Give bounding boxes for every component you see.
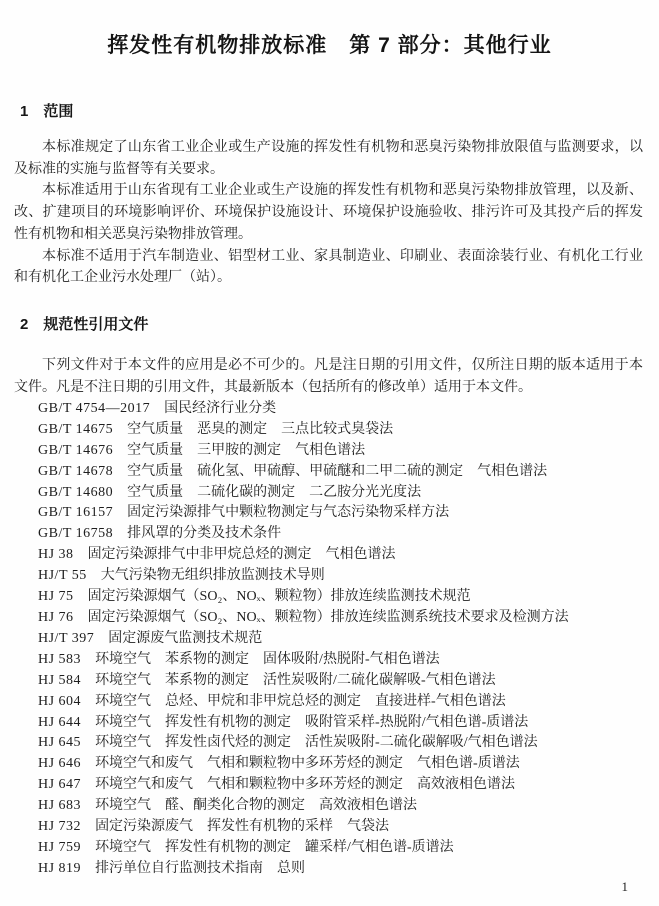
section-2-intro xyxy=(14,355,643,399)
section-1-body xyxy=(14,137,643,289)
reference-code: GB/T 14678 xyxy=(38,463,114,479)
reference-title: 固定污染源排气中颗粒物测定与气态污染物采样方法 xyxy=(127,505,450,521)
reference-title: 空气质量 三甲胺的测定 气相色谱法 xyxy=(127,442,366,458)
reference-item xyxy=(38,733,643,754)
reference-title: 空气质量 硫化氢、甲硫醇、甲硫醚和二甲二硫的测定 气相色谱法 xyxy=(127,463,548,479)
reference-code: HJ 647 xyxy=(38,777,82,793)
reference-code: GB/T 14680 xyxy=(38,484,114,500)
reference-item xyxy=(38,671,643,692)
reference-item xyxy=(38,629,643,650)
reference-code: GB/T 16157 xyxy=(38,505,114,521)
reference-item xyxy=(38,796,643,817)
reference-code: HJ 759 xyxy=(38,839,82,855)
reference-item xyxy=(38,483,643,504)
reference-title: 排风罩的分类及技术条件 xyxy=(127,526,282,542)
reference-code: HJ 584 xyxy=(38,672,82,688)
reference-title: 固定污染源烟气（SO₂、NOₓ、颗粒物）排放连续监测系统技术要求及检测方法 xyxy=(87,609,569,625)
section-2-heading xyxy=(20,313,659,334)
reference-item xyxy=(38,503,643,524)
reference-item xyxy=(38,713,643,734)
reference-item xyxy=(38,441,643,462)
reference-title: 固定污染源废气 挥发性有机物的采样 气袋法 xyxy=(95,819,390,835)
reference-item xyxy=(38,692,643,713)
paragraph: 本标准适用于山东省现有工业企业或生产设施的挥发性有机物和恶臭污染物排放管理，以及新、改、扩建项目的环境影响评价、环境保护设施设计、环境保护设施验收、排污许可及其投产后的挥发性有机物和相关恶臭污染物排放管理。 xyxy=(14,183,643,242)
section-number: 2 xyxy=(20,315,29,333)
reference-title: 固定污染源排气中非甲烷总烃的测定 气相色谱法 xyxy=(87,547,396,563)
reference-code: HJ 644 xyxy=(38,714,82,730)
reference-item xyxy=(38,859,643,880)
reference-item xyxy=(38,587,643,608)
reference-code: HJ 76 xyxy=(38,609,74,625)
reference-title: 环境空气 挥发性卤代烃的测定 活性炭吸附-二硫化碳解吸/气相色谱法 xyxy=(95,735,538,751)
reference-code: GB/T 14676 xyxy=(38,442,114,458)
reference-title: 大气污染物无组织排放监测技术导则 xyxy=(100,568,325,584)
reference-code: HJ 732 xyxy=(38,819,82,835)
reference-code: GB/T 16758 xyxy=(38,526,114,542)
reference-item xyxy=(38,524,643,545)
reference-item xyxy=(38,545,643,566)
reference-code: HJ 683 xyxy=(38,798,82,814)
reference-code: HJ 646 xyxy=(38,756,82,772)
reference-title: 环境空气 总烃、甲烷和非甲烷总烃的测定 直接进样-气相色谱法 xyxy=(95,693,506,709)
reference-code: HJ 38 xyxy=(38,547,74,563)
reference-code: HJ/T 397 xyxy=(38,630,95,646)
reference-title: 国民经济行业分类 xyxy=(164,400,277,416)
reference-title: 排污单位自行监测技术指南 总则 xyxy=(95,860,306,876)
reference-item xyxy=(38,775,643,796)
reference-item xyxy=(38,566,643,587)
reference-code: GB/T 4754—2017 xyxy=(38,400,151,416)
reference-item xyxy=(38,754,643,775)
reference-title: 环境空气 苯系物的测定 活性炭吸附/二硫化碳解吸-气相色谱法 xyxy=(95,672,496,688)
section-label: 范围 xyxy=(43,103,74,120)
reference-item xyxy=(38,608,643,629)
paragraph: 下列文件对于本文件的应用是必不可少的。凡是注日期的引用文件，仅所注日期的版本适用于本文件。凡是不注日期的引用文件，其最新版本（包括所有的修改单）适用于本文件。 xyxy=(14,357,643,395)
document-title: 挥发性有机物排放标准 第 7 部分：其他行业 xyxy=(107,34,552,57)
reference-title: 固定源废气监测技术规范 xyxy=(108,630,263,646)
reference-code: HJ 645 xyxy=(38,735,82,751)
reference-item xyxy=(38,462,643,483)
reference-code: HJ 604 xyxy=(38,693,82,709)
reference-code: HJ 819 xyxy=(38,860,82,876)
reference-item xyxy=(38,420,643,441)
reference-item xyxy=(38,838,643,859)
reference-title: 空气质量 恶臭的测定 三点比较式臭袋法 xyxy=(127,421,394,437)
paragraph: 本标准规定了山东省工业企业或生产设施的挥发性有机物和恶臭污染物排放限值与监测要求，以及标准的实施与监督等有关要求。 xyxy=(14,140,643,177)
reference-item xyxy=(38,650,643,671)
reference-title: 固定污染源烟气（SO₂、NOₓ、颗粒物）排放连续监测技术规范 xyxy=(87,589,471,605)
reference-code: HJ/T 55 xyxy=(38,568,87,584)
section-1-heading xyxy=(20,100,659,121)
reference-code: HJ 75 xyxy=(38,589,74,605)
reference-item xyxy=(38,399,643,420)
reference-item xyxy=(38,817,643,838)
reference-title: 环境空气 挥发性有机物的测定 吸附管采样-热脱附/气相色谱-质谱法 xyxy=(95,714,529,730)
reference-title: 环境空气 苯系物的测定 固体吸附/热脱附-气相色谱法 xyxy=(95,651,440,667)
paragraph: 本标准不适用于汽车制造业、铝型材工业、家具制造业、印刷业、表面涂装行业、有机化工行业和有机化工企业污水处理厂（站）。 xyxy=(14,248,643,286)
reference-code: GB/T 14675 xyxy=(38,421,114,437)
reference-title: 环境空气 醛、酮类化合物的测定 高效液相色谱法 xyxy=(95,798,418,814)
reference-title: 环境空气和废气 气相和颗粒物中多环芳烃的测定 气相色谱-质谱法 xyxy=(95,756,520,772)
reference-title: 环境空气和废气 气相和颗粒物中多环芳烃的测定 高效液相色谱法 xyxy=(95,777,516,793)
reference-title: 空气质量 二硫化碳的测定 二乙胺分光光度法 xyxy=(127,484,422,500)
section-number: 1 xyxy=(20,103,29,120)
reference-title: 环境空气 挥发性有机物的测定 罐采样/气相色谱-质谱法 xyxy=(95,839,454,855)
references-list xyxy=(38,399,643,880)
page-number: 1 xyxy=(621,879,628,894)
reference-code: HJ 583 xyxy=(38,651,82,667)
section-label: 规范性引用文件 xyxy=(43,315,149,333)
